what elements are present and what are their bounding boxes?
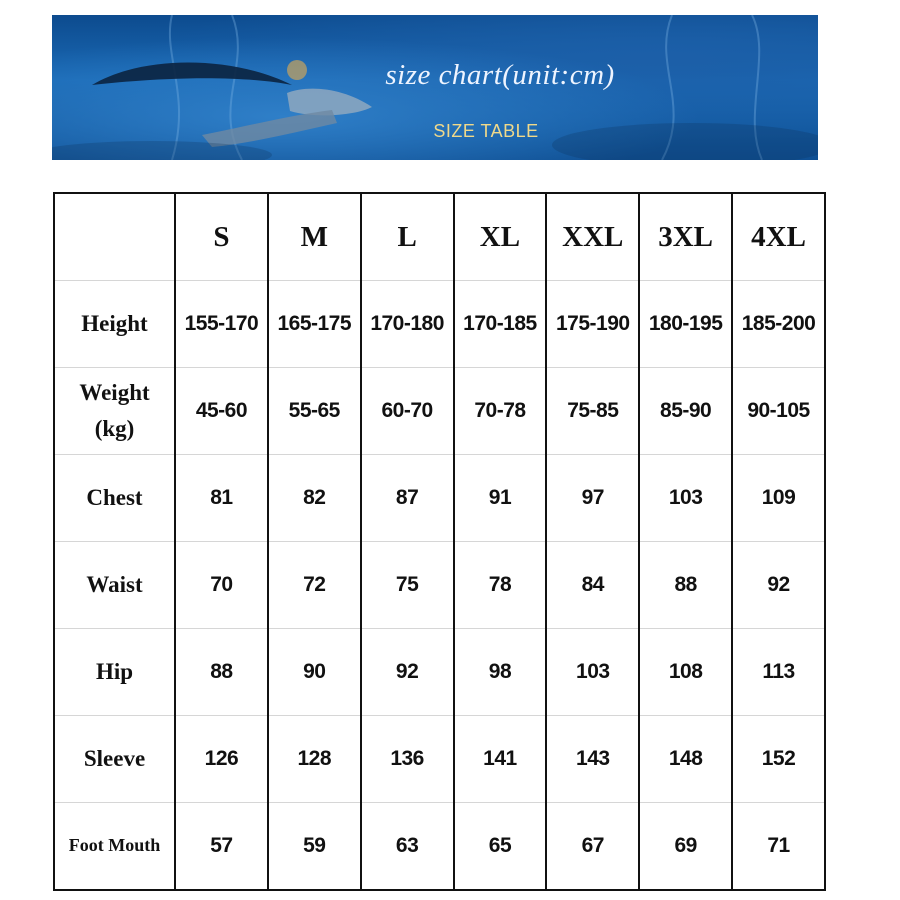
row-label: Chest bbox=[54, 455, 175, 542]
table-cell: 65 bbox=[454, 803, 547, 891]
table-cell: 113 bbox=[732, 629, 825, 716]
table-row-weight bbox=[54, 368, 825, 455]
table-cell: 136 bbox=[361, 716, 454, 803]
table-cell: 108 bbox=[639, 629, 732, 716]
table-cell: 180-195 bbox=[639, 281, 732, 368]
table-row-sleeve bbox=[54, 716, 825, 803]
table-cell: 63 bbox=[361, 803, 454, 891]
table-row-chest bbox=[54, 455, 825, 542]
size-header: S bbox=[175, 193, 268, 281]
row-label: Sleeve bbox=[54, 716, 175, 803]
table-cell: 87 bbox=[361, 455, 454, 542]
table-cell: 148 bbox=[639, 716, 732, 803]
table-row-hip bbox=[54, 629, 825, 716]
table-cell: 70-78 bbox=[454, 368, 547, 455]
table-cell: 92 bbox=[732, 542, 825, 629]
table-cell: 55-65 bbox=[268, 368, 361, 455]
table-cell: 69 bbox=[639, 803, 732, 891]
banner-title: size chart(unit:cm) bbox=[385, 59, 615, 91]
table-cell: 57 bbox=[175, 803, 268, 891]
table-cell: 92 bbox=[361, 629, 454, 716]
table-header-row bbox=[54, 193, 825, 281]
table-cell: 185-200 bbox=[732, 281, 825, 368]
table-cell: 126 bbox=[175, 716, 268, 803]
table-row-waist bbox=[54, 542, 825, 629]
table-cell: 98 bbox=[454, 629, 547, 716]
row-label-line: Weight bbox=[79, 380, 150, 406]
table-cell: 81 bbox=[175, 455, 268, 542]
table-cell: 82 bbox=[268, 455, 361, 542]
table-cell: 84 bbox=[546, 542, 639, 629]
table-cell: 170-185 bbox=[454, 281, 547, 368]
table-cell: 88 bbox=[175, 629, 268, 716]
row-label: Waist bbox=[54, 542, 175, 629]
size-header: L bbox=[361, 193, 454, 281]
table-cell: 71 bbox=[732, 803, 825, 891]
size-header: 3XL bbox=[639, 193, 732, 281]
table-cell: 143 bbox=[546, 716, 639, 803]
size-header: M bbox=[268, 193, 361, 281]
table-cell: 91 bbox=[454, 455, 547, 542]
table-cell: 75 bbox=[361, 542, 454, 629]
table-cell: 170-180 bbox=[361, 281, 454, 368]
table-cell: 141 bbox=[454, 716, 547, 803]
size-header: 4XL bbox=[732, 193, 825, 281]
table-cell: 97 bbox=[546, 455, 639, 542]
table-cell: 165-175 bbox=[268, 281, 361, 368]
table-cell: 70 bbox=[175, 542, 268, 629]
table-cell: 90-105 bbox=[732, 368, 825, 455]
size-header: XXL bbox=[546, 193, 639, 281]
table-cell: 90 bbox=[268, 629, 361, 716]
size-table bbox=[53, 192, 826, 891]
row-label: Hip bbox=[54, 629, 175, 716]
table-cell: 175-190 bbox=[546, 281, 639, 368]
size-header: XL bbox=[454, 193, 547, 281]
table-cell: 72 bbox=[268, 542, 361, 629]
row-label-line: (kg) bbox=[94, 416, 135, 441]
table-cell: 45-60 bbox=[175, 368, 268, 455]
table-cell: 155-170 bbox=[175, 281, 268, 368]
table-row-height bbox=[54, 281, 825, 368]
table-cell: 152 bbox=[732, 716, 825, 803]
banner bbox=[52, 15, 818, 160]
row-label: Foot Mouth bbox=[68, 835, 161, 856]
table-cell: 103 bbox=[546, 629, 639, 716]
table-cell: 109 bbox=[732, 455, 825, 542]
table-cell: 103 bbox=[639, 455, 732, 542]
row-label: Height bbox=[54, 281, 175, 368]
banner-subtitle: SIZE TABLE bbox=[433, 121, 539, 141]
table-cell: 60-70 bbox=[361, 368, 454, 455]
table-cell: 128 bbox=[268, 716, 361, 803]
table-cell: 75-85 bbox=[546, 368, 639, 455]
table-cell: 78 bbox=[454, 542, 547, 629]
table-cell: 67 bbox=[546, 803, 639, 891]
row-label bbox=[54, 368, 175, 455]
corner-cell bbox=[54, 193, 175, 281]
table-cell: 88 bbox=[639, 542, 732, 629]
table-row-foot-mouth bbox=[54, 803, 825, 891]
table-cell: 85-90 bbox=[639, 368, 732, 455]
table-cell: 59 bbox=[268, 803, 361, 891]
